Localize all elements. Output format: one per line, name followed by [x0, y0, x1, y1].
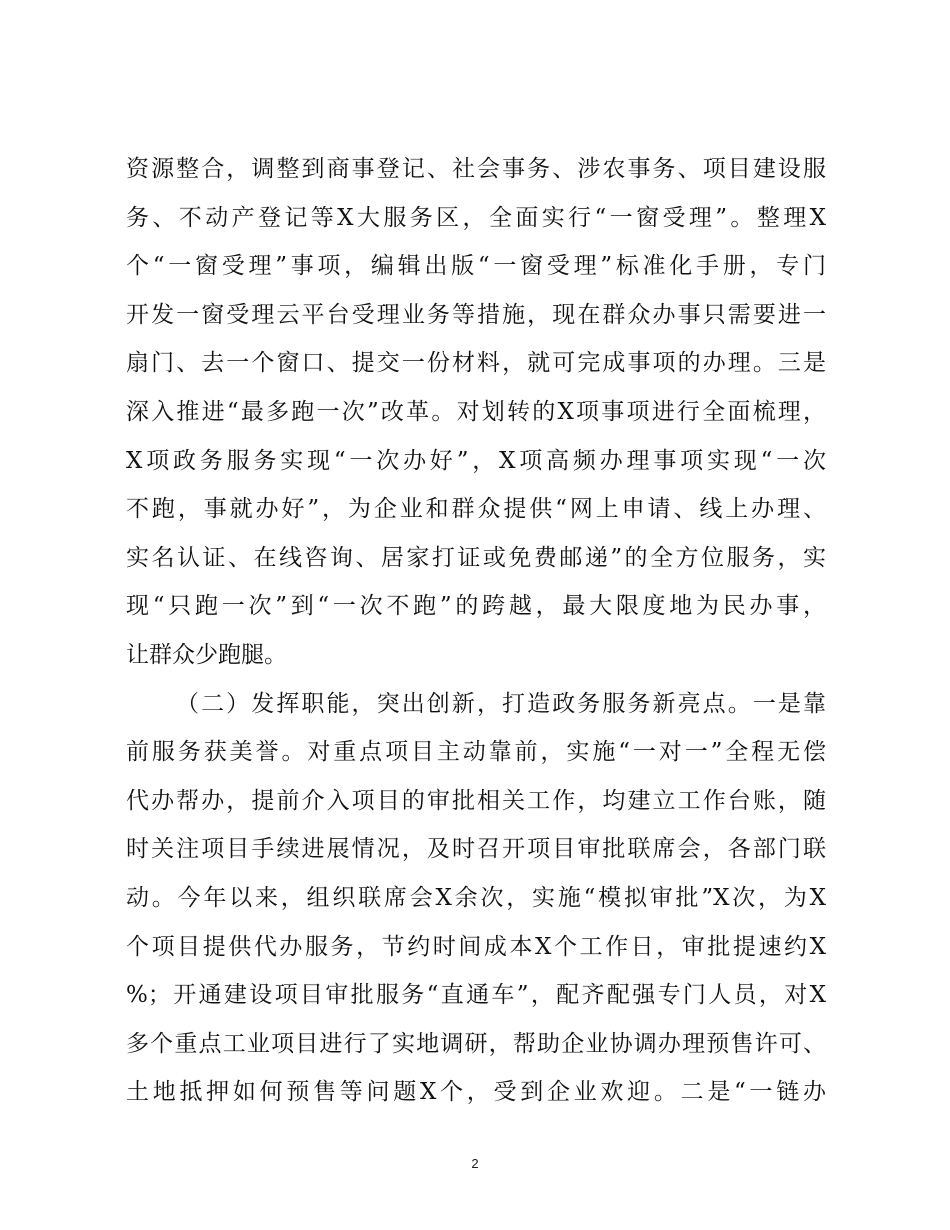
text-line: 个“一窗受理”事项，编辑出版“一窗受理”标准化手册，专门: [126, 253, 826, 280]
text-line: 实名认证、在线咨询、居家打证或免费邮递”的全方位服务，实: [126, 544, 826, 571]
text-line: %；开通建设项目审批服务“直通车”，配齐配强专门人员，对X: [126, 982, 826, 1009]
text-line: 时关注项目手续进展情况，及时召开项目审批联席会，各部门联: [126, 836, 826, 863]
text-line: 现“只跑一次”到“一次不跑”的跨越，最大限度地为民办事，: [126, 593, 826, 620]
section-heading-line: （二）发挥职能，突出创新，打造政务服务新亮点。一是靠: [176, 690, 826, 717]
page-number: 2: [471, 1156, 479, 1171]
text-line: 多个重点工业项目进行了实地调研，帮助企业协调办理预售许可、: [126, 1030, 826, 1057]
text-line: 务、不动产登记等X大服务区，全面实行“一窗受理”。整理X: [126, 204, 826, 231]
text-line: 资源整合，调整到商事登记、社会事务、涉农事务、项目建设服: [126, 156, 826, 182]
text-line: 土地抵押如何预售等问题X个，受到企业欢迎。二是“一链办: [126, 1079, 826, 1106]
text-line: 让群众少跑腿。: [126, 641, 287, 668]
text-line: 不跑，事就办好”，为企业和群众提供“网上申请、线上办理、: [126, 496, 826, 523]
text-line: 代办帮办，提前介入项目的审批相关工作，均建立工作台账，随: [126, 787, 826, 814]
text-line: 开发一窗受理云平台受理业务等措施，现在群众办事只需要进一: [126, 301, 826, 328]
text-line: 个项目提供代办服务，节约时间成本X个工作日，审批提速约X: [126, 933, 826, 960]
text-line: 深入推进“最多跑一次”改革。对划转的X项事项进行全面梳理，: [126, 398, 826, 425]
body-text: [126, 145, 826, 1117]
text-line: 扇门、去一个窗口、提交一份材料，就可完成事项的办理。三是: [126, 350, 826, 377]
text-line: 前服务获美誉。对重点项目主动靠前，实施“一对一”全程无偿: [126, 739, 826, 766]
text-line: X项政务服务实现“一次办好”，X项高频办理事项实现“一次: [126, 447, 826, 474]
text-line: 动。今年以来，组织联席会X余次，实施“模拟审批”X次，为X: [126, 884, 826, 911]
